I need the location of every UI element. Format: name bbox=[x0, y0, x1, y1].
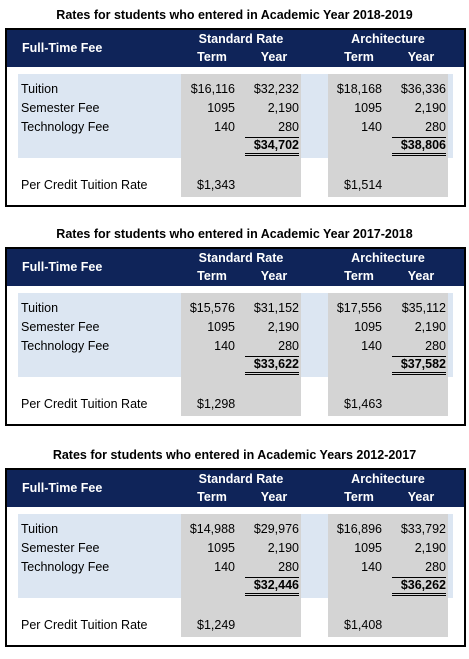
arch-per-credit-rate: $1,514 bbox=[344, 178, 383, 192]
arch-year-header: Year bbox=[407, 490, 435, 504]
arch-term-semester-fee: 1095 bbox=[354, 320, 382, 334]
standard-rate-header: Standard Rate bbox=[198, 472, 284, 486]
row-label-semester-fee: Semester Fee bbox=[21, 101, 100, 115]
arch-year-semester-fee: 2,190 bbox=[414, 320, 446, 334]
std-term-technology-fee: 140 bbox=[214, 339, 235, 353]
std-year-tuition: $32,232 bbox=[253, 82, 299, 96]
std-per-credit-rate: $1,343 bbox=[197, 178, 236, 192]
std-year-technology-fee: 280 bbox=[278, 120, 299, 134]
arch-term-header: Term bbox=[344, 490, 374, 504]
arch-year-total: $36,262 bbox=[392, 577, 446, 596]
row-label-technology-fee: Technology Fee bbox=[21, 560, 110, 574]
full-time-fee-header: Full-Time Fee bbox=[22, 481, 103, 495]
std-term-header: Term bbox=[197, 490, 227, 504]
table-header bbox=[7, 30, 464, 67]
std-year-semester-fee: 2,190 bbox=[267, 320, 299, 334]
arch-term-semester-fee: 1095 bbox=[354, 541, 382, 555]
std-per-credit-rate: $1,249 bbox=[197, 618, 236, 632]
section-title: Rates for students who entered in Academic Year 2018-2019 bbox=[56, 8, 413, 22]
per-credit-label: Per Credit Tuition Rate bbox=[21, 618, 148, 632]
architecture-header: Architecture bbox=[351, 251, 425, 265]
arch-year-header: Year bbox=[407, 50, 435, 64]
arch-year-total: $38,806 bbox=[392, 137, 446, 156]
arch-year-technology-fee: 280 bbox=[425, 339, 446, 353]
std-year-technology-fee: 280 bbox=[278, 560, 299, 574]
std-term-tuition: $14,988 bbox=[189, 522, 235, 536]
arch-year-tuition: $35,112 bbox=[401, 301, 446, 315]
std-term-tuition: $15,576 bbox=[189, 301, 235, 315]
std-year-header: Year bbox=[260, 50, 288, 64]
arch-year-header: Year bbox=[407, 269, 435, 283]
row-label-technology-fee: Technology Fee bbox=[21, 120, 110, 134]
section-title: Rates for students who entered in Academic Year 2017-2018 bbox=[56, 227, 413, 241]
arch-year-technology-fee: 280 bbox=[425, 120, 446, 134]
std-year-tuition: $29,976 bbox=[253, 522, 299, 536]
arch-year-technology-fee: 280 bbox=[425, 560, 446, 574]
arch-term-header: Term bbox=[344, 50, 374, 64]
row-label-tuition: Tuition bbox=[21, 522, 59, 536]
std-year-technology-fee: 280 bbox=[278, 339, 299, 353]
full-time-fee-header: Full-Time Fee bbox=[22, 41, 103, 55]
architecture-header: Architecture bbox=[351, 472, 425, 486]
arch-term-tuition: $18,168 bbox=[336, 82, 382, 96]
arch-year-tuition: $36,336 bbox=[400, 82, 446, 96]
std-year-total: $34,702 bbox=[245, 137, 299, 156]
arch-term-header: Term bbox=[344, 269, 374, 283]
arch-year-total: $37,582 bbox=[392, 356, 446, 375]
std-year-semester-fee: 2,190 bbox=[267, 101, 299, 115]
std-term-tuition: $16,116 bbox=[190, 82, 235, 96]
row-label-semester-fee: Semester Fee bbox=[21, 541, 100, 555]
std-term-semester-fee: 1095 bbox=[207, 101, 235, 115]
std-term-header: Term bbox=[197, 269, 227, 283]
rate-table bbox=[5, 28, 466, 207]
standard-rate-header: Standard Rate bbox=[198, 32, 284, 46]
row-label-tuition: Tuition bbox=[21, 82, 59, 96]
std-year-header: Year bbox=[260, 490, 288, 504]
per-credit-label: Per Credit Tuition Rate bbox=[21, 178, 148, 192]
table-header bbox=[7, 249, 464, 286]
arch-term-technology-fee: 140 bbox=[361, 339, 382, 353]
std-term-semester-fee: 1095 bbox=[207, 541, 235, 555]
std-year-tuition: $31,152 bbox=[253, 301, 299, 315]
architecture-header: Architecture bbox=[351, 32, 425, 46]
std-term-technology-fee: 140 bbox=[214, 120, 235, 134]
arch-year-semester-fee: 2,190 bbox=[414, 541, 446, 555]
arch-term-tuition: $16,896 bbox=[336, 522, 382, 536]
arch-term-technology-fee: 140 bbox=[361, 120, 382, 134]
per-credit-label: Per Credit Tuition Rate bbox=[21, 397, 148, 411]
arch-per-credit-rate: $1,463 bbox=[344, 397, 383, 411]
std-term-semester-fee: 1095 bbox=[207, 320, 235, 334]
row-label-semester-fee: Semester Fee bbox=[21, 320, 100, 334]
std-term-technology-fee: 140 bbox=[214, 560, 235, 574]
arch-year-semester-fee: 2,190 bbox=[414, 101, 446, 115]
std-year-semester-fee: 2,190 bbox=[267, 541, 299, 555]
std-year-header: Year bbox=[260, 269, 288, 283]
rate-table bbox=[5, 247, 466, 426]
table-header bbox=[7, 470, 464, 507]
arch-term-semester-fee: 1095 bbox=[354, 101, 382, 115]
row-label-technology-fee: Technology Fee bbox=[21, 339, 110, 353]
std-year-total: $33,622 bbox=[245, 356, 299, 375]
standard-rate-header: Standard Rate bbox=[198, 251, 284, 265]
arch-term-technology-fee: 140 bbox=[361, 560, 382, 574]
std-year-total: $32,446 bbox=[245, 577, 299, 596]
arch-per-credit-rate: $1,408 bbox=[344, 618, 383, 632]
arch-year-tuition: $33,792 bbox=[400, 522, 446, 536]
row-label-tuition: Tuition bbox=[21, 301, 59, 315]
rate-table bbox=[5, 468, 466, 647]
std-per-credit-rate: $1,298 bbox=[197, 397, 236, 411]
arch-term-tuition: $17,556 bbox=[336, 301, 382, 315]
full-time-fee-header: Full-Time Fee bbox=[22, 260, 103, 274]
std-term-header: Term bbox=[197, 50, 227, 64]
section-title: Rates for students who entered in Academic Years 2012-2017 bbox=[52, 448, 417, 462]
